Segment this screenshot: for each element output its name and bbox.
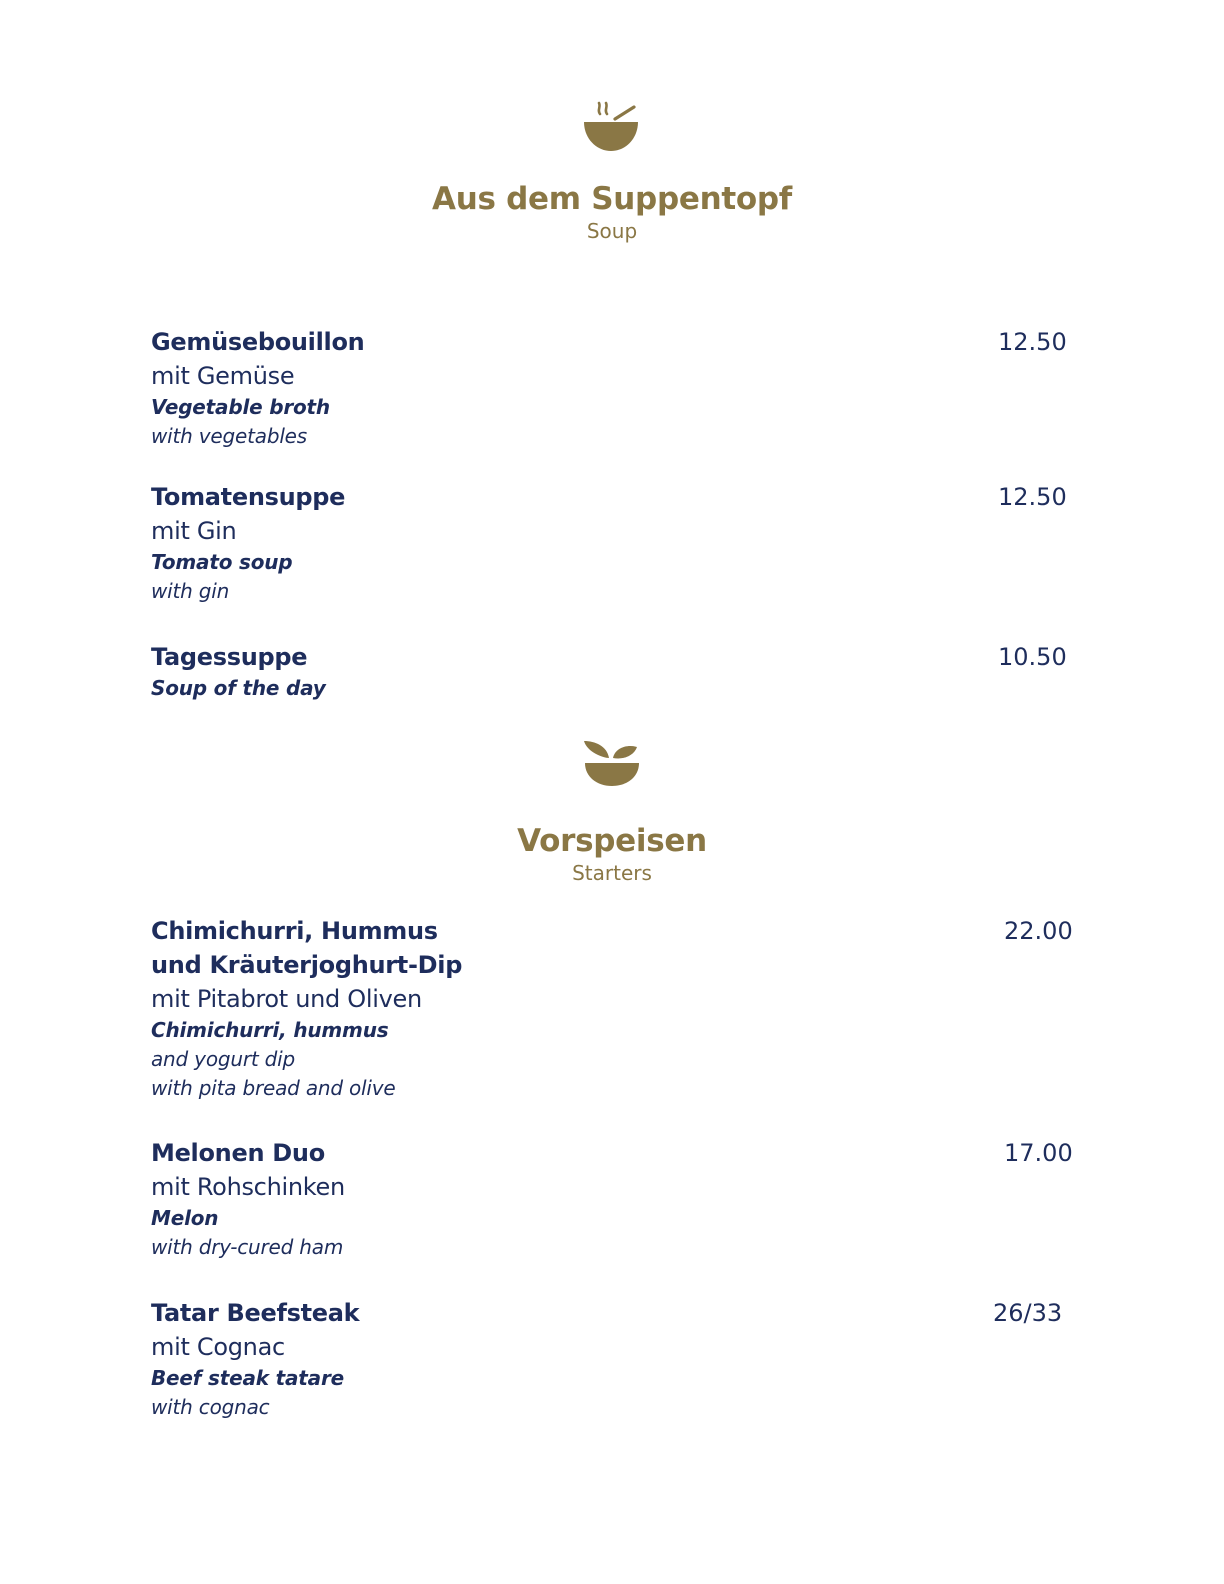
item-name-de: und Kräuterjoghurt-Dip bbox=[151, 951, 463, 979]
item-price: 26/33 bbox=[993, 1299, 1063, 1327]
item-price: 10.50 bbox=[998, 643, 1067, 671]
item-name-en: Beef steak tatare bbox=[151, 1366, 344, 1390]
item-desc-en: with vegetables bbox=[151, 424, 308, 448]
menu-item bbox=[151, 1136, 1071, 1262]
section-header-starters bbox=[0, 738, 1224, 886]
item-desc-de: mit Gin bbox=[151, 517, 237, 545]
item-desc-en: with dry-cured ham bbox=[151, 1235, 344, 1259]
item-desc-en: and yogurt dip bbox=[151, 1047, 295, 1071]
item-name-en: Chimichurri, hummus bbox=[151, 1018, 389, 1042]
item-name-en: Vegetable broth bbox=[151, 395, 330, 419]
item-desc-en: with cognac bbox=[151, 1395, 270, 1419]
item-name-en: Tomato soup bbox=[151, 550, 293, 574]
section-subtitle: Starters bbox=[572, 861, 652, 885]
item-name-de: Gemüsebouillon bbox=[151, 328, 365, 356]
section-header-soup bbox=[0, 100, 1224, 244]
menu-item bbox=[151, 480, 1071, 606]
item-price: 17.00 bbox=[1004, 1139, 1073, 1167]
item-name-en: Melon bbox=[151, 1206, 219, 1230]
item-name-de: Chimichurri, Hummus bbox=[151, 917, 438, 945]
item-price: 12.50 bbox=[998, 328, 1067, 356]
item-desc-de: mit Cognac bbox=[151, 1333, 285, 1361]
menu-item bbox=[151, 914, 1071, 1103]
menu-item bbox=[151, 640, 1071, 703]
item-price: 12.50 bbox=[998, 483, 1067, 511]
menu-item bbox=[151, 1296, 1071, 1422]
section-subtitle: Soup bbox=[586, 219, 638, 243]
item-name-en: Soup of the day bbox=[151, 676, 326, 700]
menu-item bbox=[151, 325, 1071, 451]
salad-bowl-icon bbox=[581, 738, 643, 790]
item-price: 22.00 bbox=[1004, 917, 1073, 945]
item-name-de: Tomatensuppe bbox=[151, 483, 346, 511]
item-name-de: Tatar Beefsteak bbox=[151, 1299, 360, 1327]
section-title: Vorspeisen bbox=[517, 823, 707, 859]
item-desc-en: with gin bbox=[151, 579, 230, 603]
item-desc-de: mit Gemüse bbox=[151, 362, 295, 390]
item-desc-de: mit Pitabrot und Oliven bbox=[151, 985, 422, 1013]
item-desc-de: mit Rohschinken bbox=[151, 1173, 345, 1201]
item-name-de: Tagessuppe bbox=[151, 643, 308, 671]
item-desc-en: with pita bread and olive bbox=[151, 1076, 396, 1100]
item-name-de: Melonen Duo bbox=[151, 1139, 325, 1167]
section-title: Aus dem Suppentopf bbox=[432, 181, 792, 217]
soup-bowl-icon bbox=[582, 100, 642, 154]
